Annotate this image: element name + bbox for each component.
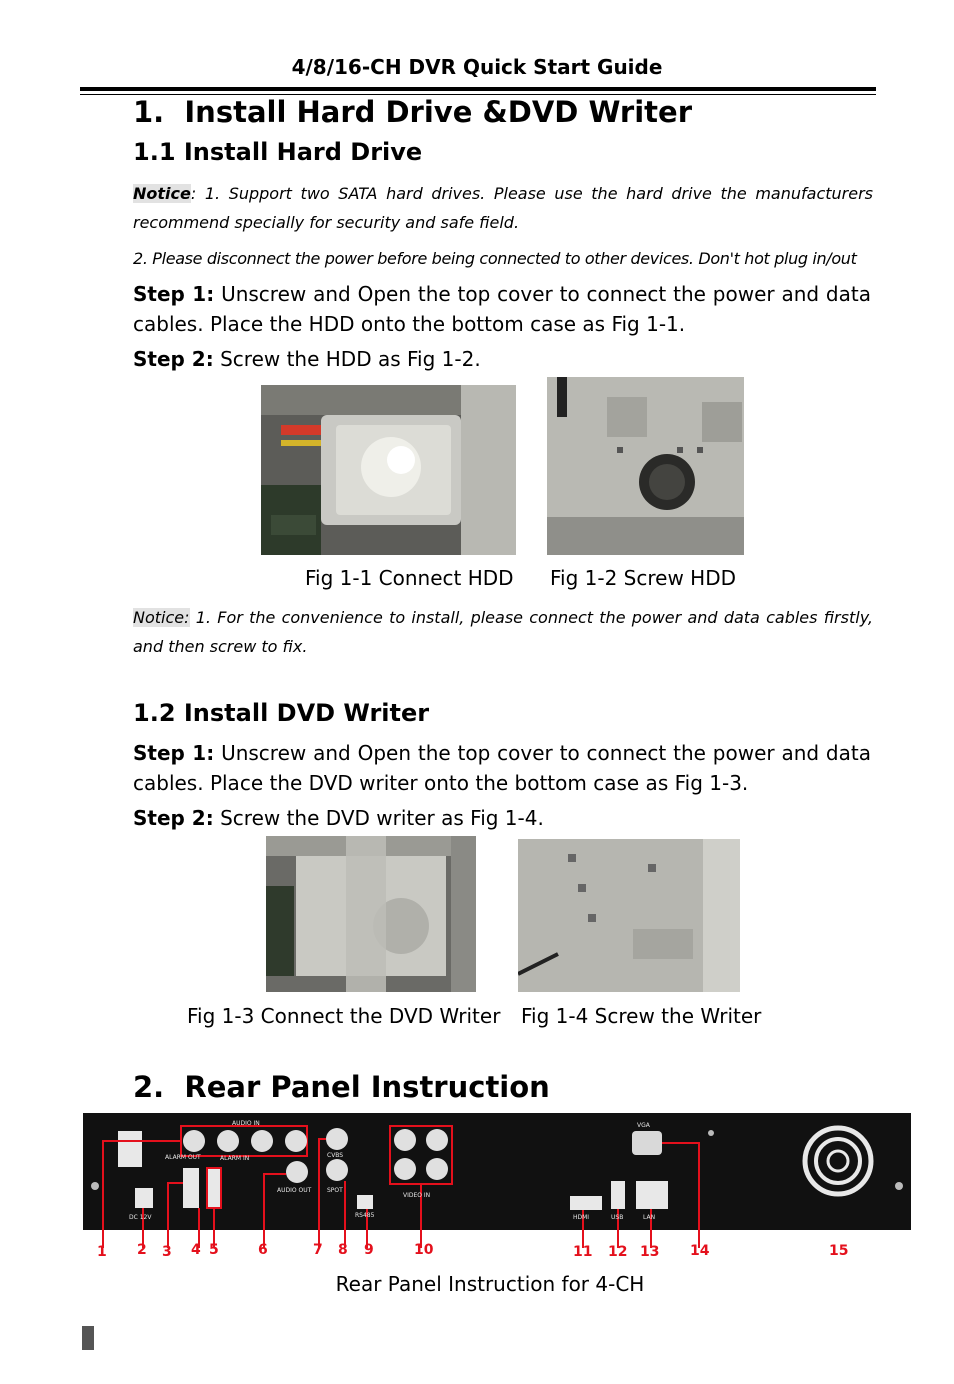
callout-12: 12 [608, 1244, 628, 1260]
dvd-step2 [133, 803, 871, 833]
callout-4: 4 [191, 1242, 201, 1258]
rear-panel-diagram [83, 1113, 911, 1260]
panel-label-vga: VGA [637, 1122, 650, 1129]
panel-label-video-in: VIDEO IN [403, 1192, 431, 1199]
callout-9: 9 [364, 1242, 374, 1258]
hdd-step2-label: Step 2: [133, 347, 214, 371]
panel-label-alarm-out: ALARM OUT [165, 1154, 201, 1161]
callout-13: 13 [640, 1244, 660, 1260]
dvd-step1-text: Unscrew and Open the top cover to connect the power and data cables. Place the DVD writer onto the bottom case as Fig 1-3. [133, 741, 871, 795]
rear-panel-caption: Rear Panel Instruction for 4-CH [335, 1272, 645, 1296]
callout-6: 6 [258, 1242, 268, 1258]
hdd-step2 [133, 344, 871, 374]
panel-label-dc12v: DC 12V [129, 1214, 152, 1221]
panel-label-lan: LAN [643, 1214, 656, 1221]
notice2-label: Notice: [133, 608, 190, 627]
section1-2-heading: 1.2 Install DVD Writer [133, 699, 430, 727]
callout-11: 11 [573, 1244, 593, 1260]
callout-8: 8 [338, 1242, 348, 1258]
callout-2: 2 [137, 1242, 147, 1258]
callout-1: 1 [97, 1244, 107, 1260]
section1-1-heading: 1.1 Install Hard Drive [133, 138, 423, 166]
callout-14: 14 [690, 1243, 710, 1259]
footer-page-marker [82, 1326, 94, 1350]
document-header-title: 4/8/16-CH DVR Quick Start Guide [291, 55, 663, 79]
callout-3: 3 [162, 1244, 172, 1260]
section1-heading: 1. Install Hard Drive &DVD Writer [133, 95, 693, 129]
fig1-3-photo [266, 836, 476, 992]
notice-block-2 [133, 603, 873, 661]
callout-10: 10 [414, 1242, 434, 1258]
callout-7: 7 [313, 1242, 323, 1258]
panel-label-hdmi: HDMI [573, 1214, 590, 1221]
panel-label-rs485: RS485 [355, 1212, 375, 1219]
notice-label: Notice [133, 184, 191, 203]
fig1-1-photo [261, 385, 516, 555]
panel-label-audio-out: AUDIO OUT [277, 1187, 312, 1194]
fig1-1-caption: Fig 1-1 Connect HDD [305, 566, 514, 590]
callout-15: 15 [829, 1243, 849, 1259]
notice-text-1: : 1. Support two SATA hard drives. Please use the hard drive the manufacturers recommend specially for security and safe field. [133, 184, 873, 232]
panel-label-cvbs: CVBS [327, 1152, 344, 1159]
hdd-step1-text: Unscrew and Open the top cover to connect the power and data cables. Place the HDD onto the bottom case as Fig 1-1. [133, 282, 871, 336]
panel-label-usb: USB [611, 1214, 624, 1221]
hdd-step1-label: Step 1: [133, 282, 215, 306]
dvd-step1-label: Step 1: [133, 741, 215, 765]
callout-5: 5 [209, 1242, 219, 1258]
notice-block-1 [133, 179, 873, 237]
notice-text-2: 2. Please disconnect the power before being connected to other devices. Don't hot plug in/out [133, 249, 857, 268]
fig1-2-photo [547, 377, 744, 555]
fig1-4-photo [518, 839, 740, 992]
panel-label-audio-in: AUDIO IN [232, 1120, 260, 1127]
header-rule-thick [80, 87, 876, 91]
fig1-4-caption: Fig 1-4 Screw the Writer [521, 1004, 762, 1028]
fig1-3-caption: Fig 1-3 Connect the DVD Writer [187, 1004, 501, 1028]
notice2-text: 1. For the convenience to install, please connect the power and data cables firstly, and then screw to fix. [133, 608, 873, 656]
section2-heading: 2. Rear Panel Instruction [133, 1070, 550, 1104]
hdd-step1 [133, 279, 871, 339]
panel-label-spot: SPOT [327, 1187, 343, 1194]
dvd-step2-text: Screw the DVD writer as Fig 1-4. [213, 806, 544, 830]
fig1-2-caption: Fig 1-2 Screw HDD [550, 566, 737, 590]
hdd-step2-text: Screw the HDD as Fig 1-2. [213, 347, 481, 371]
dvd-step1 [133, 738, 871, 798]
dvd-step2-label: Step 2: [133, 806, 214, 830]
panel-label-alarm-in: ALARM IN [220, 1155, 250, 1162]
